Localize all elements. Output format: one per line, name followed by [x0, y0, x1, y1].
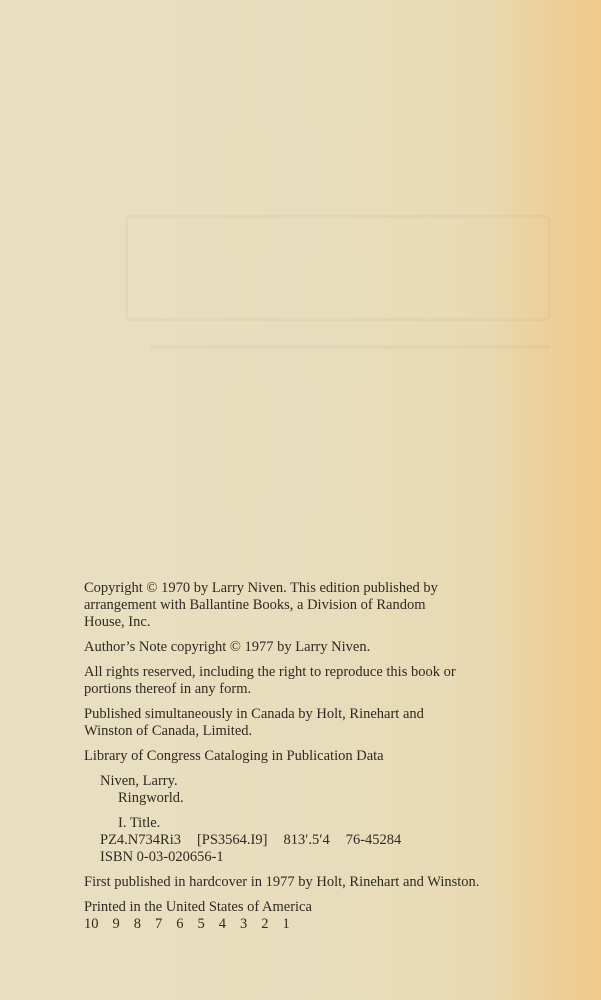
- printing-number: 1: [282, 916, 290, 932]
- cip-lccn: 76-45284: [345, 832, 402, 848]
- cip-dewey-number: 813′.5′4: [283, 832, 330, 848]
- cip-entry: [100, 773, 544, 807]
- cip-heading-line: Library of Congress Cataloging in Publication Data: [84, 748, 384, 764]
- printing-number: 4: [218, 916, 226, 932]
- canada-paragraph: [84, 706, 544, 740]
- cip-heading: [84, 748, 544, 765]
- canada-line: Published simultaneously in Canada by Holt, Rinehart and: [84, 706, 424, 722]
- printing-number: 8: [133, 916, 141, 932]
- cip-lc-number: PZ4.N734Ri3: [100, 832, 181, 848]
- printed-paragraph: [84, 899, 544, 933]
- copyright-page-block: [84, 580, 544, 941]
- first-published-line: First published in hardcover in 1977 by Holt, Rinehart and Winston.: [84, 874, 480, 890]
- cip-subject: I. Title.: [118, 815, 161, 831]
- copyright-paragraph: [84, 580, 544, 631]
- printing-numbers: [84, 916, 544, 933]
- cip-author: Niven, Larry.: [100, 773, 178, 789]
- show-through-title-impression: [125, 215, 551, 321]
- printing-number: 9: [112, 916, 120, 932]
- printing-number: 7: [155, 916, 163, 932]
- printing-number: 10: [84, 916, 99, 932]
- authors-note-line: Author’s Note copyright © 1977 by Larry Niven.: [84, 639, 371, 655]
- cip-ps-number: [PS3564.I9]: [196, 832, 268, 848]
- printing-number: 2: [261, 916, 269, 932]
- rights-line: All rights reserved, including the right to reproduce this book or: [84, 664, 456, 680]
- show-through-rule-impression: [150, 345, 550, 349]
- rights-line: portions thereof in any form.: [84, 681, 252, 697]
- cip-isbn: ISBN 0-03-020656-1: [100, 849, 224, 865]
- authors-note-paragraph: [84, 639, 544, 656]
- rights-paragraph: [84, 664, 544, 698]
- printing-number: 3: [240, 916, 248, 932]
- canada-line: Winston of Canada, Limited.: [84, 723, 253, 739]
- first-published-paragraph: [84, 874, 544, 891]
- cip-class-numbers: [100, 832, 544, 849]
- copyright-line: House, Inc.: [84, 614, 151, 630]
- printing-number: 5: [197, 916, 205, 932]
- cip-classification: [100, 815, 544, 866]
- printing-number: 6: [176, 916, 184, 932]
- copyright-line: arrangement with Ballantine Books, a Division of Random: [84, 597, 426, 613]
- cip-title: Ringworld.: [118, 790, 184, 806]
- copyright-line: Copyright © 1970 by Larry Niven. This edition published by: [84, 580, 438, 596]
- printed-line: Printed in the United States of America: [84, 899, 312, 915]
